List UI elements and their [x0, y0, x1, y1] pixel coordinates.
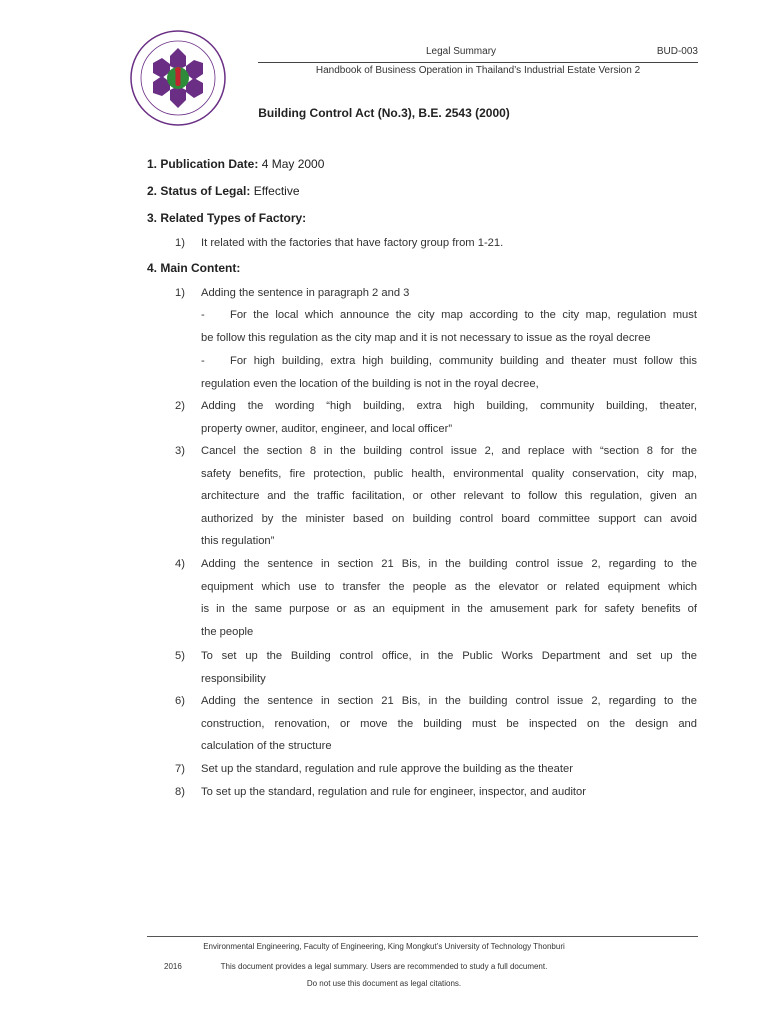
main-item-number: 2): [175, 400, 185, 412]
main-item-number: 3): [175, 445, 185, 457]
main-item-line: To set up the standard, regulation and rule for engineer, inspector, and auditor: [201, 786, 586, 798]
main-item-line: is in the same purpose or as an equipment in the amusement park for safety benefits of: [201, 603, 697, 616]
main-item-number: 1): [175, 287, 185, 299]
main-item-line: Adding the sentence in section 21 Bis, in the building control issue 2, regarding to the: [201, 558, 697, 570]
main-item-line: property owner, auditor, engineer, and local officer”: [201, 422, 453, 435]
sub-item-dash: -: [201, 309, 205, 321]
document-code: BUD-003: [656, 46, 698, 57]
main-item-number: 5): [175, 650, 185, 662]
related-item-number: 1): [175, 237, 185, 249]
sub-item-line: For the local which announce the city map according to the city map, regulation must: [230, 309, 697, 321]
main-item-line: calculation of the structure: [201, 740, 332, 753]
main-item-number: 4): [175, 558, 185, 570]
main-item-line: Adding the sentence in paragraph 2 and 3: [201, 287, 410, 299]
main-item-line: this regulation”: [201, 535, 275, 548]
legal-status: [147, 184, 300, 198]
main-item-number: 8): [175, 786, 185, 798]
publication-date-label: 1. Publication Date:: [147, 157, 259, 171]
main-item-line: authorized by the minister based on building control board committee support can avoid: [201, 512, 697, 525]
sub-item-line: regulation even the location of the building is not in the royal decree,: [201, 377, 539, 390]
main-item-line: responsibility: [201, 672, 266, 685]
legal-status-label: 2. Status of Legal:: [147, 184, 251, 198]
sub-item-line: For high building, extra high building, community building and theater must follow this: [230, 355, 697, 367]
main-item-line: Adding the wording “high building, extra high building, community building, theater,: [201, 400, 697, 412]
publication-date: [147, 157, 324, 171]
document-title: Building Control Act (No.3), B.E. 2543 (2000): [258, 106, 510, 120]
main-item-line: architecture and the traffic facilitation, or other relevant to follow this regulation, given an: [201, 490, 697, 503]
header-subtitle: Handbook of Business Operation in Thailand’s Industrial Estate Version 2: [315, 65, 641, 76]
main-item-line: Adding the sentence in section 21 Bis, in the building control issue 2, regarding to the: [201, 695, 697, 707]
main-item-line: To set up the Building control office, in the Public Works Department and set up the: [201, 650, 697, 662]
header-divider: [258, 62, 698, 63]
main-item-line: equipment which use to transfer the people as the elevator or related equipment which: [201, 580, 697, 593]
footer-year: 2016: [164, 962, 182, 971]
publication-date-value: 4 May 2000: [258, 157, 325, 171]
footer-disclaimer: This document provides a legal summary. Users are recommended to study a full document.: [220, 962, 548, 971]
related-item-text: It related with the factories that have factory group from 1-21.: [201, 237, 504, 249]
footer-divider: [147, 936, 698, 937]
main-item-line: construction, renovation, or move the building must be inspected on the design and: [201, 717, 697, 730]
main-item-line: safety benefits, fire protection, public health, environmental quality conservation, city map,: [201, 467, 697, 480]
footer-affiliation: Environmental Engineering, Faculty of Engineering, King Mongkut’s University of Technology Thonburi: [203, 942, 565, 951]
main-item-number: 6): [175, 695, 185, 707]
header-title: Legal Summary: [426, 46, 497, 57]
related-types-heading: 3. Related Types of Factory:: [147, 211, 307, 225]
main-item-line: Set up the standard, regulation and rule approve the building as the theater: [201, 763, 573, 775]
footer-citation-note: Do not use this document as legal citations.: [306, 979, 462, 988]
main-content-heading: 4. Main Content:: [147, 261, 241, 275]
sub-item-line: be follow this regulation as the city map and it is not necessary to issue as the royal decree: [201, 331, 651, 344]
main-item-line: the people: [201, 625, 254, 638]
sub-item-dash: -: [201, 355, 205, 367]
legal-status-value: Effective: [250, 184, 300, 198]
main-item-number: 7): [175, 763, 185, 775]
main-item-line: Cancel the section 8 in the building control issue 2, and replace with “section 8 for the: [201, 445, 697, 457]
